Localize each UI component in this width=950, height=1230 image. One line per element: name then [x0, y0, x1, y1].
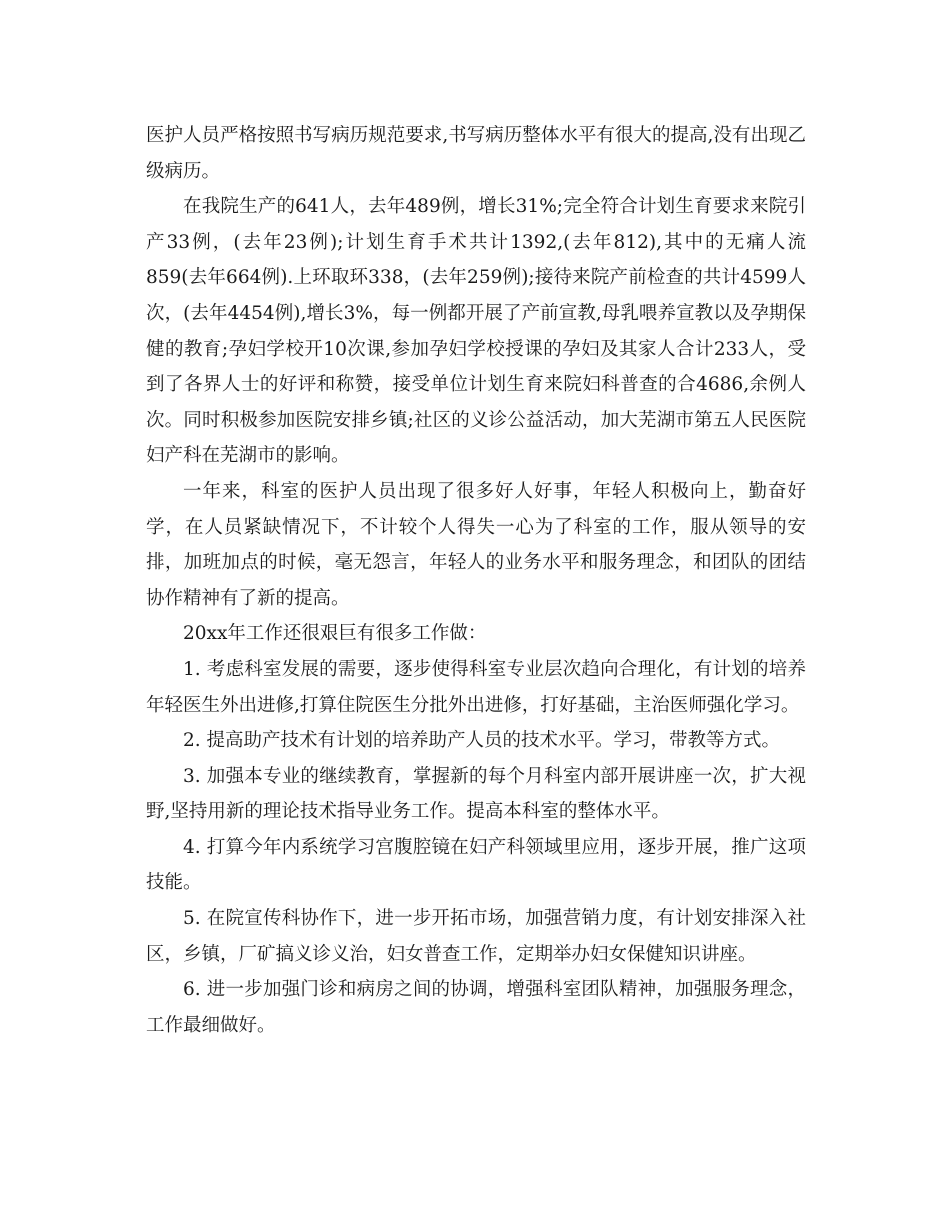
document-body [146, 118, 806, 1043]
paragraph-medical-records: 医护人员严格按照书写病历规范要求,书写病历整体水平有很大的提高,没有出现乙级病历。 [146, 125, 806, 182]
plan-item-1: 1. 考虑科室发展的需要，逐步使得科室专业层次趋向合理化，有计划的培养年轻医生外出进修,打算住院医生分批外出进修，打好基础，主治医师强化学习。 [146, 658, 806, 716]
plan-item-3: 3. 加强本专业的继续教育，掌握新的每个月科室内部开展讲座一次，扩大视野,坚持用新的理论技术指导业务工作。提高本科室的整体水平。 [146, 765, 806, 823]
plan-item-2: 2. 提高助产技术有计划的培养助产人员的技术水平。学习，带教等方式。 [183, 730, 781, 752]
plan-item-6: 6. 进一步加强门诊和病房之间的协调，增强科室团队精神，加强服务理念，工作最细做好。 [146, 979, 806, 1036]
paragraph-work-plan-heading: 20xx年工作还很艰巨有很多工作做： [183, 623, 487, 645]
paragraph-staff-performance: 一年来，科室的医护人员出现了很多好人好事，年轻人积极向上，勤奋好学，在人员紧缺情况下，不计较个人得失一心为了科室的工作，服从领导的安排，加班加点的时候，毫无怨言，年轻人的业务水平和服务理念，和团队的团结协作精神有了新的提高。 [146, 480, 806, 609]
plan-item-4: 4. 打算今年内系统学习宫腹腔镜在妇产科领域里应用，逐步开展，推广这项技能。 [146, 836, 806, 894]
plan-item-5: 5. 在院宣传科协作下，进一步开拓市场，加强营销力度，有计划安排深入社区，乡镇，厂矿搞义诊义治，妇女普查工作，定期举办妇女保健知识讲座。 [146, 908, 806, 965]
paragraph-delivery-statistics: 在我院生产的641人，去年489例，增长31%;完全符合计划生育要求来院引产33例，(去年23例);计划生育手术共计1392,(去年812),其中的无痛人流859(去年664例).上环取环338，(去年259例);接待来院产前检查的共计4599人次，(去年4454例),增长3%，每一例都开展了产前宣教,母乳喂养宣教以及孕期保健的教育;孕妇学校开10次课,参加孕妇学校授课的孕妇及其家人合计233人，受到了各界人士的好评和称赞，接受单位计划生育来院妇科普查的合4686,余例人次。同时积极参加医院安排乡镇;社区的义诊公益活动，加大芜湖市第五人民医院妇产科在芜湖市的影响。 [146, 196, 806, 467]
